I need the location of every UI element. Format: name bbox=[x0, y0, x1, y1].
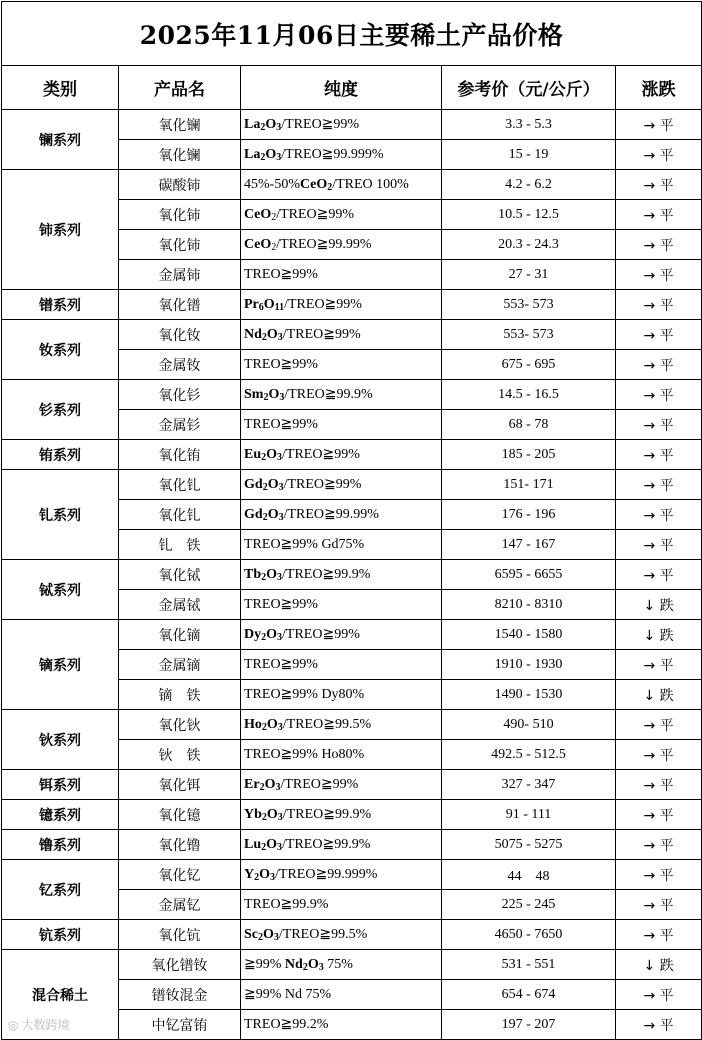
category-cell: 镨系列 bbox=[2, 290, 119, 320]
purity-cell: $Nd_2O_3/TREO≧99\%$ bbox=[241, 320, 442, 350]
category-cell: 镱系列 bbox=[2, 800, 119, 830]
price-cell: 44 48 bbox=[442, 860, 616, 890]
category-cell: 铽系列 bbox=[2, 560, 119, 620]
price-cell: 1540 - 1580 bbox=[442, 620, 616, 650]
price-cell: 20.3 - 24.3 bbox=[442, 230, 616, 260]
product-cell: 金属钐 bbox=[119, 410, 241, 440]
purity-cell: ≧99% $Nd_2O_3$ 75% bbox=[241, 950, 442, 980]
table-row bbox=[2, 920, 702, 950]
category-cell: 混合稀土 bbox=[2, 950, 119, 1040]
category-cell: 铈系列 bbox=[2, 170, 119, 290]
category-cell: 铕系列 bbox=[2, 440, 119, 470]
table-row bbox=[2, 470, 702, 500]
trend-flat: → 平 bbox=[616, 260, 702, 290]
purity-cell: TREO≧99% bbox=[241, 260, 442, 290]
product-cell: 氧化钕 bbox=[119, 320, 241, 350]
product-cell: 氧化镨钕 bbox=[119, 950, 241, 980]
price-cell: 197 - 207 bbox=[442, 1010, 616, 1040]
purity-cell: $La_2O_3/TREO≧99.999\%$ bbox=[241, 140, 442, 170]
trend-flat: → 平 bbox=[616, 350, 702, 380]
category-cell: 铒系列 bbox=[2, 770, 119, 800]
title-row bbox=[2, 2, 702, 66]
product-cell: 金属镝 bbox=[119, 650, 241, 680]
trend-flat: → 平 bbox=[616, 470, 702, 500]
trend-flat: → 平 bbox=[616, 800, 702, 830]
product-cell: 氧化铈 bbox=[119, 230, 241, 260]
purity-cell: TREO≧99% Ho80% bbox=[241, 740, 442, 770]
price-cell: 147 - 167 bbox=[442, 530, 616, 560]
category-cell: 钬系列 bbox=[2, 710, 119, 770]
trend-flat: → 平 bbox=[616, 830, 702, 860]
purity-cell: CeO$_2$/TREO≧99.99% bbox=[241, 230, 442, 260]
price-cell: 185 - 205 bbox=[442, 440, 616, 470]
purity-cell: 45%-50%CeO$_2$/TREO 100% bbox=[241, 170, 442, 200]
product-cell: 中钇富铕 bbox=[119, 1010, 241, 1040]
weibo-icon: ◎ bbox=[8, 1018, 19, 1032]
purity-cell: $Sc_2O_3/TREO≧99.5\%$ bbox=[241, 920, 442, 950]
price-cell: 327 - 347 bbox=[442, 770, 616, 800]
watermark bbox=[8, 1016, 70, 1033]
product-cell: 氧化钆 bbox=[119, 470, 241, 500]
product-cell: 钆 铁 bbox=[119, 530, 241, 560]
column-header-trend: 涨跌 bbox=[616, 66, 702, 110]
product-cell: 氧化镥 bbox=[119, 830, 241, 860]
product-cell: 氧化镱 bbox=[119, 800, 241, 830]
price-cell: 14.5 - 16.5 bbox=[442, 380, 616, 410]
trend-flat: → 平 bbox=[616, 530, 702, 560]
purity-cell: $Ho_2O_3/TREO≧99.5\%$ bbox=[241, 710, 442, 740]
trend-flat: → 平 bbox=[616, 650, 702, 680]
table-row bbox=[2, 170, 702, 200]
purity-cell: TREO≧99% bbox=[241, 410, 442, 440]
trend-flat: → 平 bbox=[616, 290, 702, 320]
purity-cell: CeO$_2$/TREO≧99% bbox=[241, 200, 442, 230]
trend-down: ↓ 跌 bbox=[616, 620, 702, 650]
trend-down: ↓ 跌 bbox=[616, 590, 702, 620]
product-cell: 氧化铕 bbox=[119, 440, 241, 470]
purity-cell: $Pr_6O_{11}/TREO≧99\%$ bbox=[241, 290, 442, 320]
table-row bbox=[2, 710, 702, 740]
price-cell: 553- 573 bbox=[442, 320, 616, 350]
purity-cell: TREO≧99% bbox=[241, 350, 442, 380]
column-header-category: 类别 bbox=[2, 66, 119, 110]
trend-flat: → 平 bbox=[616, 230, 702, 260]
trend-flat: → 平 bbox=[616, 740, 702, 770]
price-cell: 91 - 111 bbox=[442, 800, 616, 830]
price-cell: 225 - 245 bbox=[442, 890, 616, 920]
product-cell: 氧化钐 bbox=[119, 380, 241, 410]
product-cell: 氧化铈 bbox=[119, 200, 241, 230]
trend-flat: → 平 bbox=[616, 890, 702, 920]
price-table bbox=[1, 1, 702, 1040]
purity-cell: TREO≧99.9% bbox=[241, 890, 442, 920]
trend-flat: → 平 bbox=[616, 440, 702, 470]
purity-cell: $Y_2O_3/TREO≧99.999\%$ bbox=[241, 860, 442, 890]
purity-cell: TREO≧99% Dy80% bbox=[241, 680, 442, 710]
column-header-purity: 纯度 bbox=[241, 66, 442, 110]
price-cell: 6595 - 6655 bbox=[442, 560, 616, 590]
purity-cell: TREO≧99% bbox=[241, 650, 442, 680]
table-row bbox=[2, 380, 702, 410]
purity-cell: ≧99% Nd 75% bbox=[241, 980, 442, 1010]
trend-flat: → 平 bbox=[616, 140, 702, 170]
column-header-price: 参考价（元/公斤） bbox=[442, 66, 616, 110]
price-cell: 3.3 - 5.3 bbox=[442, 110, 616, 140]
trend-flat: → 平 bbox=[616, 770, 702, 800]
trend-flat: → 平 bbox=[616, 170, 702, 200]
table-row bbox=[2, 770, 702, 800]
trend-flat: → 平 bbox=[616, 560, 702, 590]
price-cell: 553- 573 bbox=[442, 290, 616, 320]
price-cell: 15 - 19 bbox=[442, 140, 616, 170]
price-cell: 68 - 78 bbox=[442, 410, 616, 440]
column-header-product: 产品名 bbox=[119, 66, 241, 110]
category-cell: 钇系列 bbox=[2, 860, 119, 920]
purity-cell: TREO≧99.2% bbox=[241, 1010, 442, 1040]
product-cell: 氧化镧 bbox=[119, 110, 241, 140]
category-cell: 镧系列 bbox=[2, 110, 119, 170]
trend-flat: → 平 bbox=[616, 410, 702, 440]
price-cell: 8210 - 8310 bbox=[442, 590, 616, 620]
trend-down: ↓ 跌 bbox=[616, 680, 702, 710]
watermark-text: 大数跨境 bbox=[21, 1018, 70, 1032]
trend-flat: → 平 bbox=[616, 380, 702, 410]
product-cell: 氧化铽 bbox=[119, 560, 241, 590]
trend-flat: → 平 bbox=[616, 320, 702, 350]
purity-cell: $Yb_2O_3/TREO≧99.9\%$ bbox=[241, 800, 442, 830]
product-cell: 氧化钪 bbox=[119, 920, 241, 950]
trend-flat: → 平 bbox=[616, 1010, 702, 1040]
product-cell: 氧化钇 bbox=[119, 860, 241, 890]
price-cell: 176 - 196 bbox=[442, 500, 616, 530]
table-row bbox=[2, 290, 702, 320]
purity-cell: $Gd_2O_3/TREO≧99\%$ bbox=[241, 470, 442, 500]
table-row bbox=[2, 440, 702, 470]
header-row bbox=[2, 66, 702, 110]
table-row bbox=[2, 950, 702, 980]
product-cell: 氧化镝 bbox=[119, 620, 241, 650]
product-cell: 镨钕混金 bbox=[119, 980, 241, 1010]
price-cell: 27 - 31 bbox=[442, 260, 616, 290]
product-cell: 氧化铒 bbox=[119, 770, 241, 800]
trend-flat: → 平 bbox=[616, 710, 702, 740]
purity-cell: $Eu_2O_3/TREO≧99\%$ bbox=[241, 440, 442, 470]
purity-cell: TREO≧99% bbox=[241, 590, 442, 620]
table-row bbox=[2, 320, 702, 350]
category-cell: 钆系列 bbox=[2, 470, 119, 560]
category-cell: 钕系列 bbox=[2, 320, 119, 380]
purity-cell: $Sm_2O_3/TREO≧99.9\%$ bbox=[241, 380, 442, 410]
trend-flat: → 平 bbox=[616, 110, 702, 140]
price-cell: 4650 - 7650 bbox=[442, 920, 616, 950]
purity-cell: $Gd_2O_3/TREO≧99.99\%$ bbox=[241, 500, 442, 530]
price-cell: 654 - 674 bbox=[442, 980, 616, 1010]
product-cell: 碳酸铈 bbox=[119, 170, 241, 200]
price-cell: 1910 - 1930 bbox=[442, 650, 616, 680]
product-cell: 钬 铁 bbox=[119, 740, 241, 770]
page-title: 2025年11月06日主要稀土产品价格 bbox=[2, 2, 702, 66]
purity-cell: $Lu_2O_3/TREO≧99.9\%$ bbox=[241, 830, 442, 860]
price-cell: 1490 - 1530 bbox=[442, 680, 616, 710]
category-cell: 镝系列 bbox=[2, 620, 119, 710]
product-cell: 氧化镧 bbox=[119, 140, 241, 170]
table-row bbox=[2, 620, 702, 650]
price-cell: 492.5 - 512.5 bbox=[442, 740, 616, 770]
product-cell: 氧化镨 bbox=[119, 290, 241, 320]
purity-cell: $La_2O_3/TREO≧99\%$ bbox=[241, 110, 442, 140]
product-cell: 金属铈 bbox=[119, 260, 241, 290]
price-cell: 151- 171 bbox=[442, 470, 616, 500]
table-row bbox=[2, 560, 702, 590]
product-cell: 金属钇 bbox=[119, 890, 241, 920]
table-row bbox=[2, 830, 702, 860]
trend-flat: → 平 bbox=[616, 860, 702, 890]
purity-cell: TREO≧99% Gd75% bbox=[241, 530, 442, 560]
product-cell: 金属钕 bbox=[119, 350, 241, 380]
trend-down: ↓ 跌 bbox=[616, 950, 702, 980]
product-cell: 金属铽 bbox=[119, 590, 241, 620]
price-cell: 10.5 - 12.5 bbox=[442, 200, 616, 230]
price-cell: 5075 - 5275 bbox=[442, 830, 616, 860]
product-cell: 镝 铁 bbox=[119, 680, 241, 710]
trend-flat: → 平 bbox=[616, 920, 702, 950]
table-row bbox=[2, 800, 702, 830]
trend-flat: → 平 bbox=[616, 500, 702, 530]
price-cell: 490- 510 bbox=[442, 710, 616, 740]
category-cell: 钐系列 bbox=[2, 380, 119, 440]
category-cell: 镥系列 bbox=[2, 830, 119, 860]
trend-flat: → 平 bbox=[616, 200, 702, 230]
category-cell: 钪系列 bbox=[2, 920, 119, 950]
purity-cell: $Er_2O_3/TREO≧99\%$ bbox=[241, 770, 442, 800]
product-cell: 氧化钆 bbox=[119, 500, 241, 530]
price-cell: 4.2 - 6.2 bbox=[442, 170, 616, 200]
table-row bbox=[2, 110, 702, 140]
price-cell: 675 - 695 bbox=[442, 350, 616, 380]
purity-cell: $Dy_2O_3/TREO≧99\%$ bbox=[241, 620, 442, 650]
product-cell: 氧化钬 bbox=[119, 710, 241, 740]
table-row bbox=[2, 860, 702, 890]
purity-cell: $Tb_2O_3/TREO≧99.9\%$ bbox=[241, 560, 442, 590]
trend-flat: → 平 bbox=[616, 980, 702, 1010]
price-cell: 531 - 551 bbox=[442, 950, 616, 980]
